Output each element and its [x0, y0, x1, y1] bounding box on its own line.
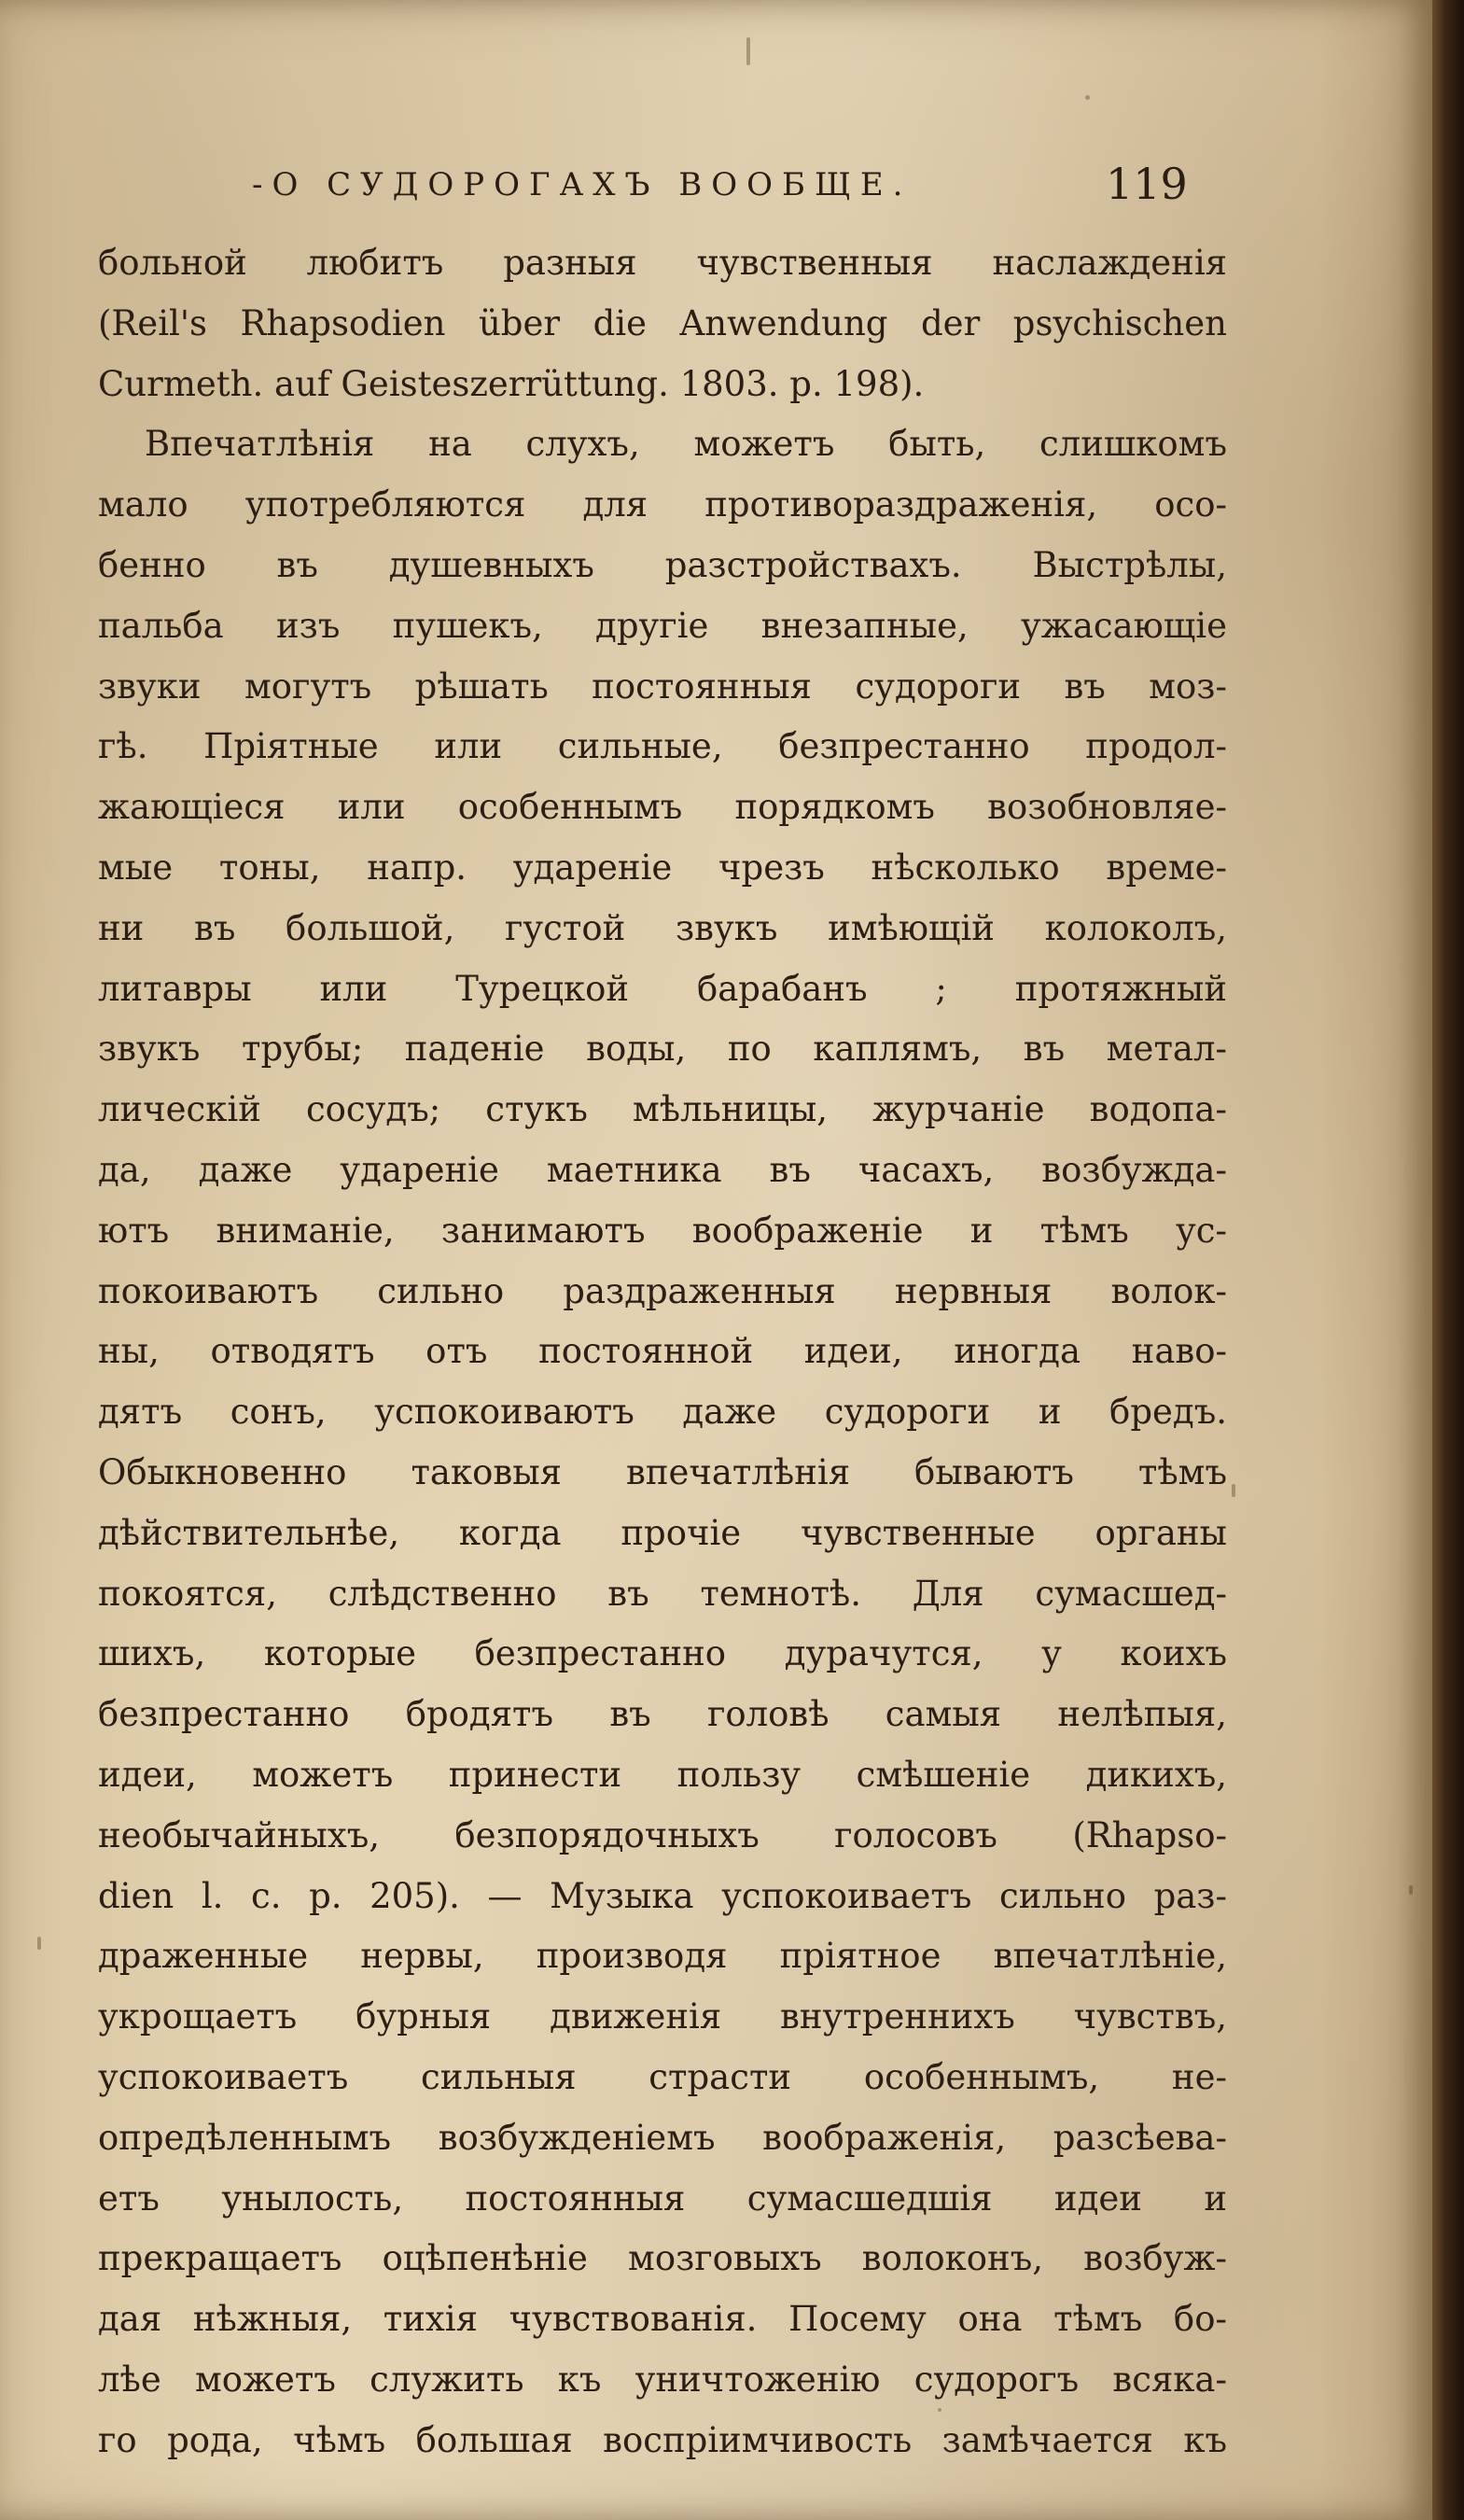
text-line: литавры или Турецкой барабанъ ; протяжный [98, 968, 1227, 1009]
text-line: больной любитъ разныя чувственныя наслажденія [98, 243, 1227, 283]
text-line: дятъ сонъ, успокоиваютъ даже судороги и бредъ. [98, 1392, 1227, 1433]
text-line: Впечатлѣнія на слухъ, можетъ быть, слишкомъ [145, 424, 1227, 465]
text-line: лѣе можетъ служить къ уничтоженію судорогъ всяка- [98, 2359, 1227, 2400]
paper-speck [37, 1937, 41, 1950]
text-line: пальба изъ пушекъ, другіе внезапные, ужасающіе [98, 605, 1227, 646]
text-line: да, даже удареніе маетника въ часахъ, возбужда- [98, 1149, 1227, 1190]
text-line: прекращаетъ оцѣпенѣніе мозговыхъ волоконъ, возбуж- [98, 2238, 1227, 2279]
body-text [98, 233, 1227, 2471]
text-line: покоятся, слѣдственно въ темнотѣ. Для сумасшед- [98, 1573, 1227, 1614]
text-line: лическій сосудъ; стукъ мѣльницы, журчаніе водопа- [98, 1089, 1227, 1130]
paper-speck [1085, 95, 1090, 100]
text-line: жающіеся или особеннымъ порядкомъ возобновляе- [98, 787, 1227, 828]
text-line: дая нѣжныя, тихія чувствованія. Посему она тѣмъ бо- [98, 2299, 1227, 2340]
text-line: ны, отводятъ отъ постоянной идеи, иногда наво- [98, 1331, 1227, 1372]
paper-speck [1232, 1484, 1235, 1497]
text-line: необычайныхъ, безпорядочныхъ голосовъ (Rhapso- [98, 1814, 1227, 1855]
page-number: 119 [1106, 159, 1188, 209]
text-line: гѣ. Пріятные или сильные, безпрестанно продол- [98, 726, 1227, 767]
paper-speck [746, 37, 750, 65]
text-line: звукъ трубы; паденіе воды, по каплямъ, въ метал- [98, 1029, 1227, 1070]
text-line: етъ унылость, постоянныя сумасшедшія идеи и [98, 2177, 1227, 2219]
text-line: ютъ вниманіе, занимаютъ воображеніе и тѣмъ ус- [98, 1210, 1227, 1251]
text-line: Обыкновенно таковыя впечатлѣнія бываютъ тѣмъ [98, 1451, 1227, 1492]
running-title: -О СУДОРОГАХЪ ВООБЩЕ. [252, 166, 913, 203]
text-line: Curmeth. auf Geisteszerrüttung. 1803. p. 198). [98, 363, 925, 404]
text-line: бенно въ душевныхъ разстройствахъ. Выстрѣлы, [98, 544, 1227, 585]
text-line: (Reil's Rhapsodien über die Anwendung der psychischen [98, 302, 1227, 343]
text-line: идеи, можетъ принести пользу смѣшеніе дикихъ, [98, 1754, 1227, 1795]
text-line: дѣйствительнѣе, когда прочіе чувственные органы [98, 1512, 1227, 1553]
text-line: драженные нервы, производя пріятное впечатлѣніе, [98, 1936, 1227, 1977]
text-line: ни въ большой, густой звукъ имѣющій колоколъ, [98, 907, 1227, 948]
text-line: безпрестанно бродятъ въ головѣ самыя нелѣпыя, [98, 1694, 1227, 1735]
text-line: мые тоны, напр. удареніе чрезъ нѣсколько време- [98, 847, 1227, 888]
text-line: звуки могутъ рѣшать постоянныя судороги въ моз- [98, 665, 1227, 707]
text-line: го рода, чѣмъ большая воспріимчивость замѣчается къ [98, 2419, 1227, 2460]
text-line: опредѣленнымъ возбужденіемъ воображенія, разсѣева- [98, 2117, 1227, 2158]
paper-speck [1409, 1885, 1413, 1895]
text-line: покоиваютъ сильно раздраженныя нервныя волок- [98, 1270, 1227, 1311]
text-line: мало употребляются для противораздраженія, осо- [98, 484, 1227, 525]
text-line: dien l. c. p. 205). — Музыка успокоиваетъ сильно раз- [98, 1875, 1227, 1916]
text-line: укрощаетъ бурныя движенія внутреннихъ чувствъ, [98, 1996, 1227, 2037]
text-line: успокоиваетъ сильныя страсти особеннымъ, не- [98, 2056, 1227, 2097]
page-header [0, 159, 1432, 224]
text-line: шихъ, которые безпрестанно дурачутся, у коихъ [98, 1633, 1227, 1674]
book-spine-edge [1432, 0, 1464, 2520]
